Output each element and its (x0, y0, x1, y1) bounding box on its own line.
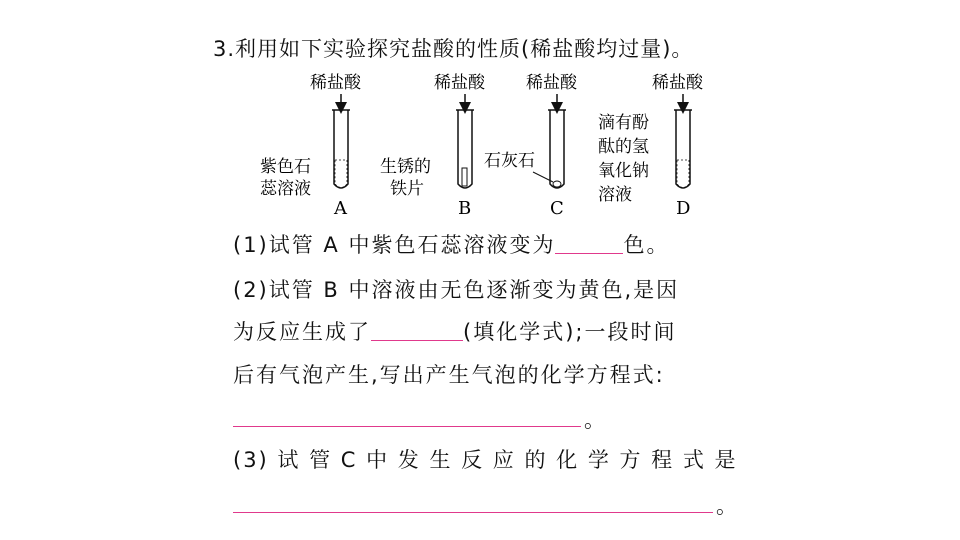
tube-letter-d: D (676, 198, 691, 219)
limestone-c (553, 181, 561, 187)
part-2-line-3: 后有气泡产生,写出产生气泡的化学方程式: (233, 363, 665, 387)
part-2-line-1: (2)试管 B 中溶液由无色逐渐变为黄色,是因 (233, 278, 680, 302)
part-1-text-after: 色。 (623, 233, 670, 257)
tube-letter-a: A (334, 198, 347, 219)
side-label-b-2: 铁片 (390, 179, 424, 199)
side-label-d-4: 溶液 (598, 185, 632, 205)
part-1-text-before: (1)试管 A 中紫色石蕊溶液变为 (233, 233, 556, 257)
part-3-period: 。 (716, 494, 737, 518)
liquid-a (335, 160, 347, 188)
reagent-label-d: 稀盐酸 (652, 73, 703, 93)
reagent-label-c: 稀盐酸 (526, 73, 577, 93)
side-label-a-1: 紫色石 (260, 157, 311, 177)
side-label-d-1: 滴有酚 (598, 113, 649, 133)
test-tube-d (676, 110, 690, 188)
tube-d (598, 73, 704, 219)
part-2-text-before: 为反应生成了 (233, 320, 371, 344)
side-label-d-3: 氧化钠 (598, 161, 649, 181)
side-label-c-1: 石灰石 (484, 151, 535, 171)
side-label-b-1: 生锈的 (380, 157, 431, 177)
test-tube-b (458, 110, 472, 188)
tube-c (484, 73, 578, 219)
answer-blank-2[interactable] (371, 320, 463, 341)
part-3-line-1: (3) 试 管 C 中 发 生 反 应 的 化 学 方 程 式 是 (233, 448, 738, 472)
test-tube-c (550, 110, 564, 188)
part-2-text-after: (填化学式);一段时间 (463, 320, 677, 344)
reagent-label-a: 稀盐酸 (310, 73, 361, 93)
tube-b (380, 73, 486, 219)
answer-blank-1[interactable] (555, 233, 623, 254)
liquid-d (677, 160, 689, 188)
test-tube-figure (250, 60, 730, 220)
answer-blank-3[interactable] (233, 426, 581, 427)
tube-letter-b: B (458, 198, 472, 219)
iron-nail-b (462, 168, 467, 186)
part-1 (233, 229, 669, 259)
side-label-a-2: 蕊溶液 (260, 179, 311, 199)
part-2-line-2 (233, 316, 676, 346)
tube-letter-c: C (550, 198, 564, 219)
side-label-d-2: 酞的氢 (598, 137, 649, 157)
question-title: 3.利用如下实验探究盐酸的性质(稀盐酸均过量)。 (213, 37, 694, 61)
answer-blank-4[interactable] (233, 512, 713, 513)
tube-a (260, 73, 362, 219)
reagent-label-b: 稀盐酸 (434, 73, 485, 93)
test-tube-a (334, 110, 348, 188)
part-2-period: 。 (584, 408, 605, 432)
